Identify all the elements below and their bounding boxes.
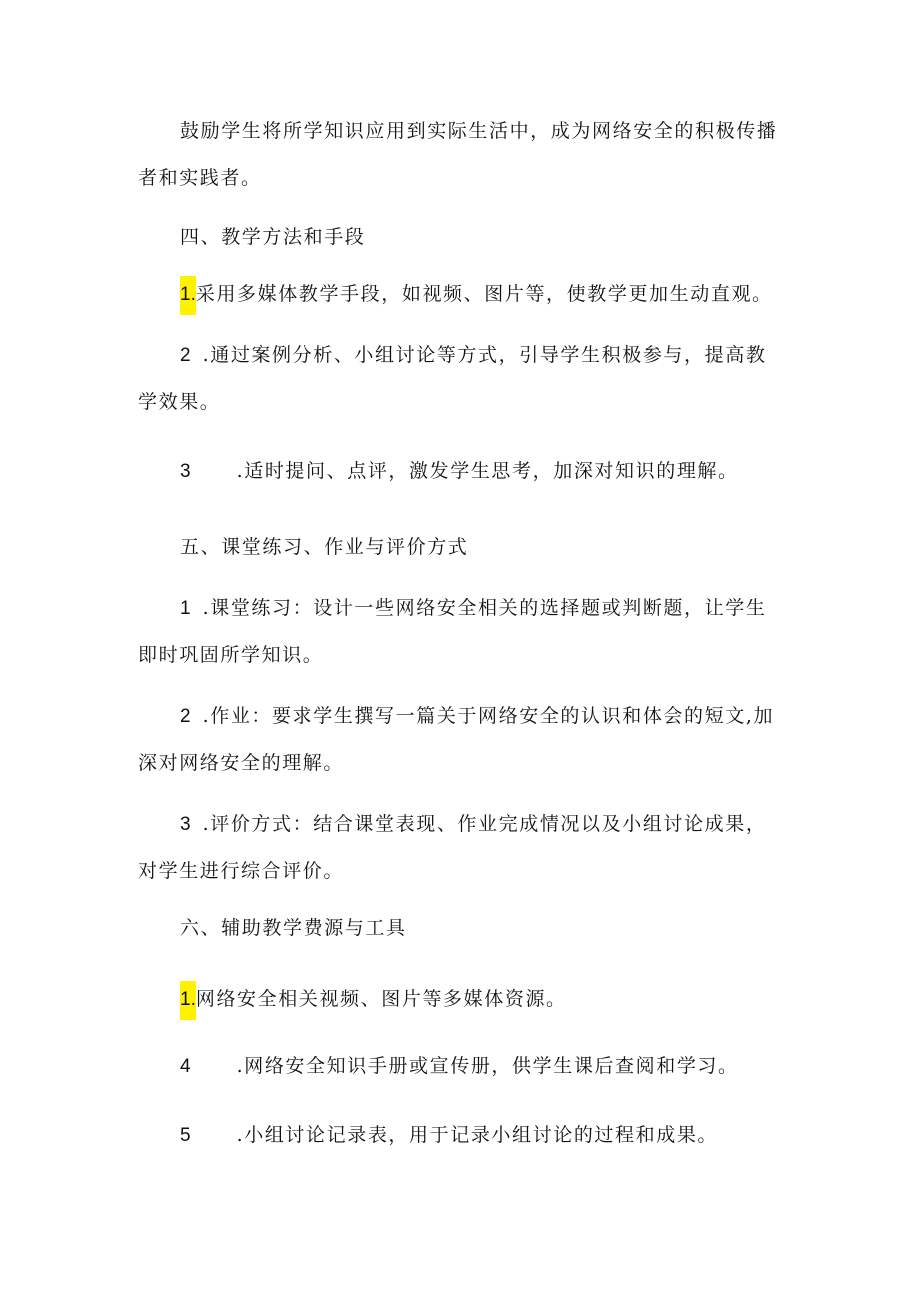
resource-item-4-text: .网络安全知识手册或宣传册，供学生课后查阅和学习。 xyxy=(236,1055,739,1077)
resource-item-5 xyxy=(138,1112,778,1159)
section-heading-4-text: 四、教学方法和手段 xyxy=(180,226,366,248)
highlighted-number: 1. xyxy=(180,276,196,315)
section-heading-5-text: 五、课堂练习、作业与评价方式 xyxy=(180,536,469,558)
exercise-item-3 xyxy=(138,801,778,895)
exercise-item-1 xyxy=(138,585,778,679)
method-item-2-text: .通过案例分析、小组讨论等方式，引导学生积极参与，提高教学效果。 xyxy=(138,344,767,413)
section-heading-6-text: 六、辅助教学费源与工具 xyxy=(180,917,407,939)
method-item-1-text: 采用多媒体教学手段，如视频、图片等，使教学更加生动直观。 xyxy=(195,283,773,305)
section-heading-6 xyxy=(138,905,778,952)
exercise-item-2-number: 2 xyxy=(180,706,191,727)
method-item-2 xyxy=(138,332,778,426)
resource-item-5-number: 5 xyxy=(180,1125,191,1146)
exercise-item-1-text: .课堂练习：设计一些网络安全相关的选择题或判断题，让学生即时巩固所学知识。 xyxy=(138,597,767,666)
resource-item-1-text: 网络安全相关视频、图片等多媒体资源。 xyxy=(195,988,567,1010)
highlighted-number: 1. xyxy=(180,981,196,1020)
resource-item-4 xyxy=(138,1043,778,1090)
exercise-item-2-text: .作业：要求学生撰写一篇关于网络安全的认识和体会的短文,加深对网络安全的理解。 xyxy=(138,705,775,774)
exercise-item-3-text: .评价方式：结合课堂表现、作业完成情况以及小组讨论成果，对学生进行综合评价。 xyxy=(138,813,767,882)
paragraph-encourage xyxy=(138,108,778,202)
section-heading-5 xyxy=(138,524,778,571)
resource-item-1 xyxy=(138,976,778,1023)
exercise-item-1-number: 1 xyxy=(180,598,191,619)
paragraph-encourage-text: 鼓励学生将所学知识应用到实际生活中，成为网络安全的积极传播者和实践者。 xyxy=(138,120,778,189)
method-item-3-text: .适时提问、点评，激发学生思考，加深对知识的理解。 xyxy=(236,460,739,482)
resource-item-5-text: .小组讨论记录表，用于记录小组讨论的过程和成果。 xyxy=(236,1124,719,1146)
resource-item-4-number: 4 xyxy=(180,1056,191,1077)
method-item-2-number: 2 xyxy=(180,345,191,366)
method-item-3 xyxy=(138,448,778,495)
method-item-3-number: 3 xyxy=(180,461,191,482)
method-item-1 xyxy=(138,271,778,318)
exercise-item-2 xyxy=(138,693,778,787)
section-heading-4 xyxy=(138,214,778,261)
exercise-item-3-number: 3 xyxy=(180,814,191,835)
